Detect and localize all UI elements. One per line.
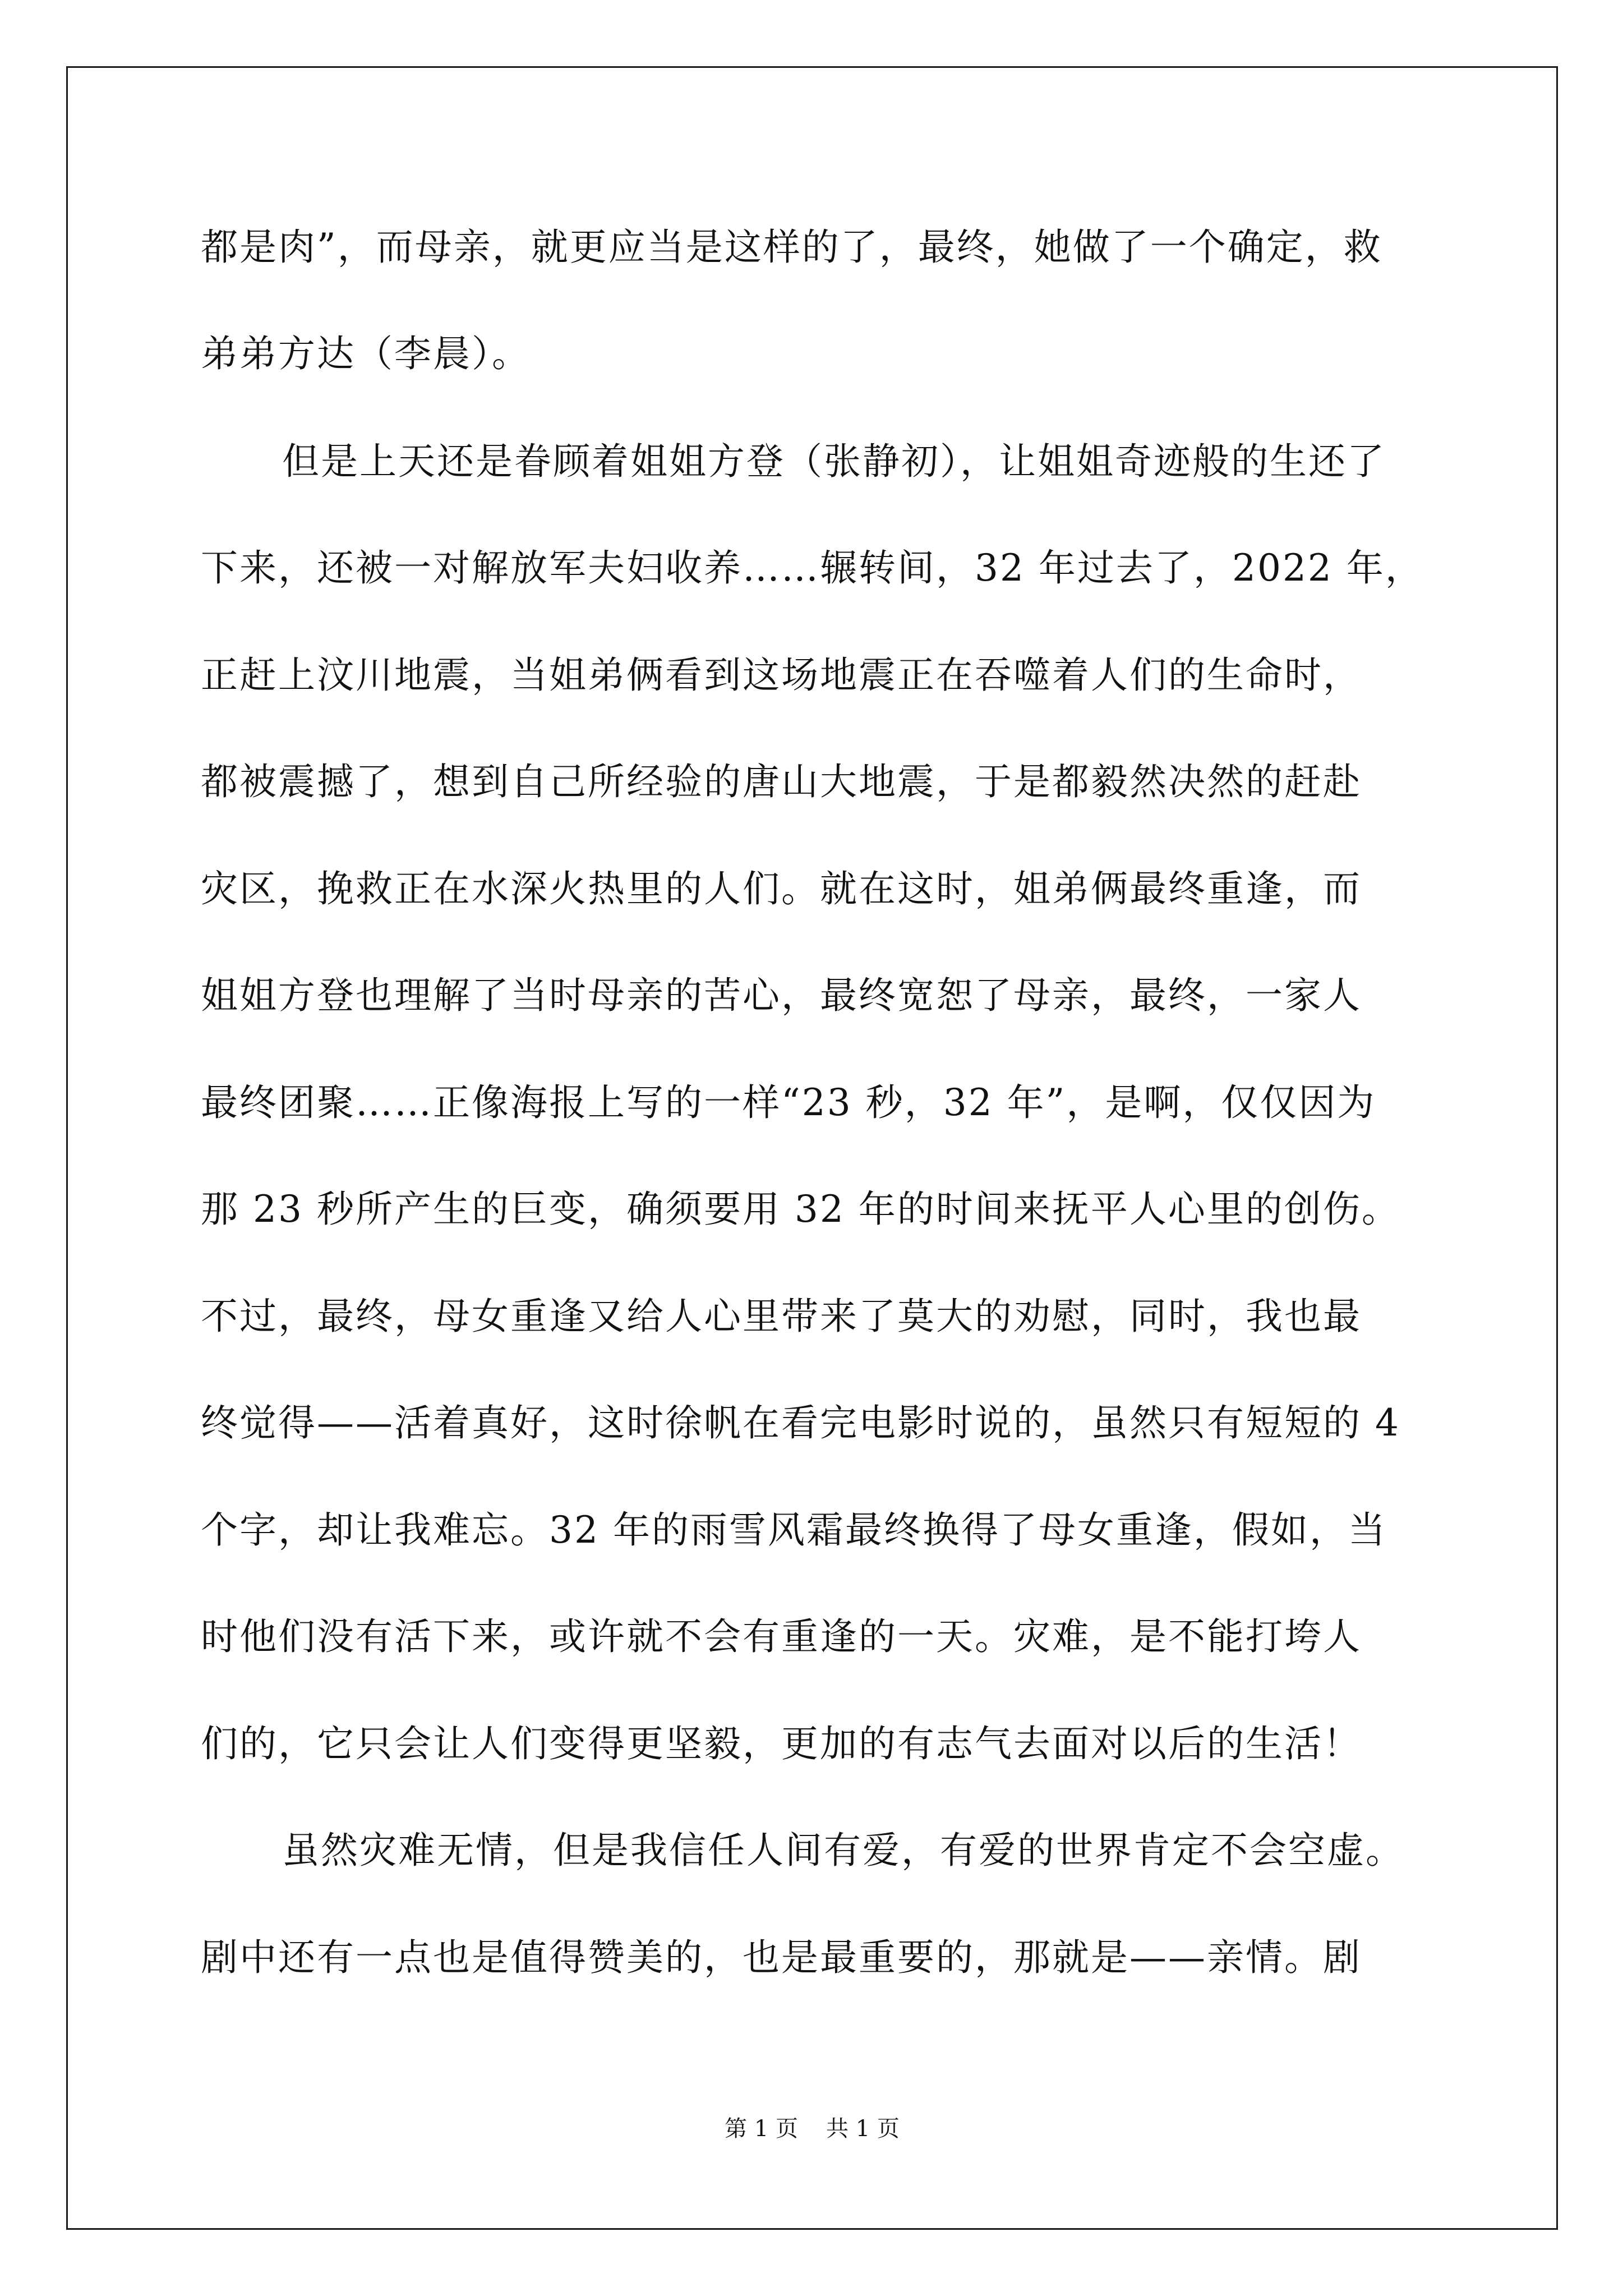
text-line: 不过，最终，母女重逢又给人心里带来了莫大的劝慰，同时，我也最 xyxy=(201,1295,1362,1338)
text-line: 都被震撼了，想到自己所经验的唐山大地震，于是都毅然决然的赶赴 xyxy=(201,760,1362,803)
text-line: 姐姐方登也理解了当时母亲的苦心，最终宽恕了母亲，最终，一家人 xyxy=(201,974,1362,1017)
text-line: 终觉得——活着真好，这时徐帆在看完电影时说的，虽然只有短短的 4 xyxy=(201,1401,1400,1444)
text-line: 都是肉”，而母亲，就更应当是这样的了，最终，她做了一个确定，救 xyxy=(201,226,1382,269)
text-line: 们的，它只会让人们变得更坚毅，更加的有志气去面对以后的生活！ xyxy=(201,1722,1362,1765)
document-body xyxy=(68,68,1556,2228)
text-line: 虽然灾难无情，但是我信任人间有爱，有爱的世界肯定不会空虚。 xyxy=(282,1829,1404,1872)
text-line: 弟弟方达（李晨）。 xyxy=(201,332,531,375)
text-line: 剧中还有一点也是值得赞美的，也是最重要的，那就是——亲情。剧 xyxy=(201,1936,1362,1979)
page-frame xyxy=(66,66,1558,2230)
text-line: 正赶上汶川地震，当姐弟俩看到这场地震正在吞噬着人们的生命时， xyxy=(201,654,1362,697)
text-line: 时他们没有活下来，或许就不会有重逢的一天。灾难，是不能打垮人 xyxy=(201,1615,1362,1658)
page-footer xyxy=(68,2115,1556,2142)
text-line: 但是上天还是眷顾着姐姐方登（张静初），让姐姐奇迹般的生还了 xyxy=(282,440,1386,483)
text-line: 最终团聚……正像海报上写的一样“23 秒，32 年”，是啊，仅仅因为 xyxy=(201,1081,1376,1124)
text-line: 那 23 秒所产生的巨变，确须要用 32 年的时间来抚平人心里的创伤。 xyxy=(201,1188,1400,1231)
text-line: 下来，还被一对解放军夫妇收养……辗转间，32 年过去了，2022 年， xyxy=(201,546,1424,590)
text-line: 灾区，挽救正在水深火热里的人们。就在这时，姐弟俩最终重逢，而 xyxy=(201,867,1362,910)
text-line: 个字，却让我难忘。32 年的雨雪风霜最终换得了母女重逢，假如，当 xyxy=(201,1508,1387,1552)
page-number: 第 1 页 xyxy=(725,2116,798,2142)
page-total: 共 1 页 xyxy=(826,2116,900,2142)
